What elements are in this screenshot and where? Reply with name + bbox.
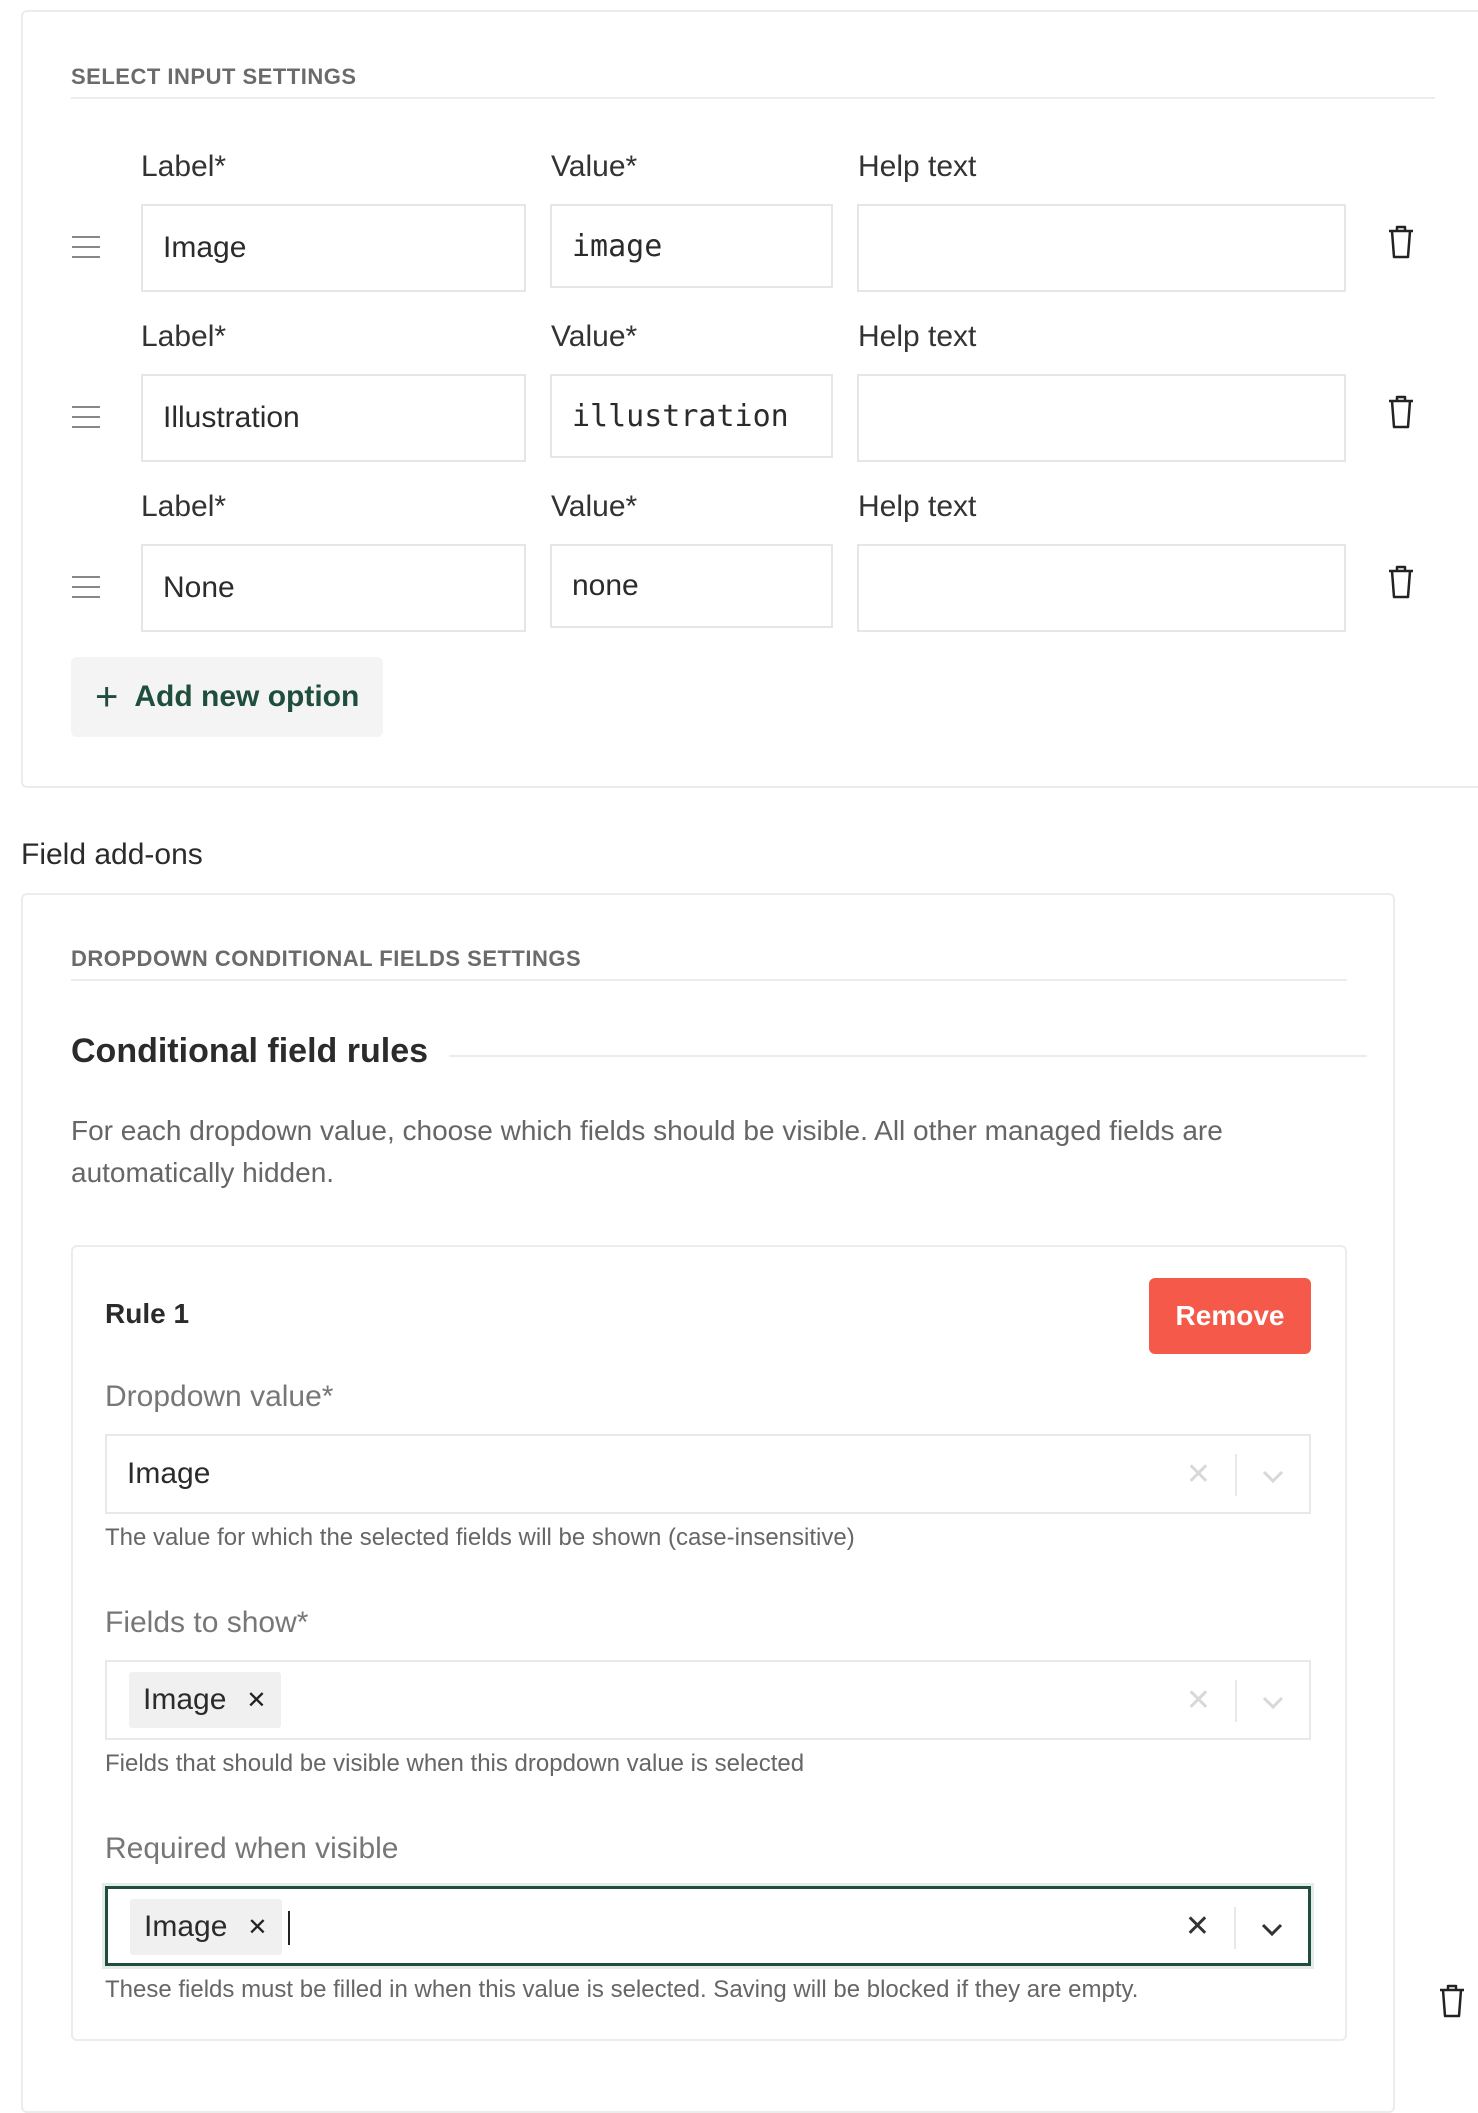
- fields-to-show-help: Fields that should be visible when this dropdown value is selected: [105, 1750, 805, 1777]
- section-divider: [71, 97, 1435, 99]
- select-separator: [1234, 1907, 1236, 1949]
- add-new-option-button[interactable]: + Add new option: [71, 657, 383, 737]
- option-help-input[interactable]: [857, 544, 1346, 632]
- option-label-input[interactable]: Image: [141, 204, 526, 292]
- help-column-header: Help text: [858, 150, 977, 183]
- clear-icon[interactable]: ✕: [1185, 1683, 1211, 1717]
- dropdown-conditional-heading: DROPDOWN CONDITIONAL FIELDS SETTINGS: [71, 946, 582, 971]
- trash-icon[interactable]: [1387, 395, 1415, 429]
- select-separator: [1235, 1454, 1237, 1496]
- value-column-header: Value*: [551, 320, 638, 353]
- fields-to-show-label: Fields to show*: [105, 1606, 309, 1639]
- select-separator: [1235, 1680, 1237, 1722]
- text-caret: [288, 1911, 290, 1945]
- option-value-input[interactable]: none: [550, 544, 833, 628]
- required-when-visible-select[interactable]: [105, 1886, 1311, 1966]
- select-input-settings-heading: SELECT INPUT SETTINGS: [71, 64, 357, 89]
- chip-remove-icon[interactable]: ✕: [246, 1686, 267, 1714]
- plus-icon: +: [95, 675, 119, 719]
- conditional-rules-title: Conditional field rules: [71, 1032, 429, 1070]
- required-when-visible-help: These fields must be filled in when this value is selected. Saving will be blocked if they are empty.: [105, 1976, 1139, 2003]
- option-value-input[interactable]: illustration: [550, 374, 833, 458]
- dropdown-value-help: The value for which the selected fields will be shown (case-insensitive): [105, 1524, 855, 1551]
- drag-handle-icon[interactable]: [72, 236, 100, 258]
- fields-to-show-select[interactable]: [105, 1660, 1311, 1740]
- chip-remove-icon[interactable]: ✕: [247, 1913, 268, 1941]
- trash-icon[interactable]: [1387, 565, 1415, 599]
- trash-icon[interactable]: [1438, 1984, 1466, 2018]
- chevron-down-icon[interactable]: [1261, 1464, 1285, 1488]
- option-label-input[interactable]: Illustration: [141, 374, 526, 462]
- conditional-rules-description: For each dropdown value, choose which fields should be visible. All other managed fields are automatically hidden.: [71, 1115, 1223, 1188]
- drag-handle-icon[interactable]: [72, 406, 100, 428]
- dropdown-value-select[interactable]: Image ✕: [105, 1434, 1311, 1514]
- remove-rule-button[interactable]: Remove: [1149, 1278, 1311, 1354]
- rule-title: Rule 1: [105, 1298, 190, 1329]
- help-column-header: Help text: [858, 490, 977, 523]
- dropdown-value-label: Dropdown value*: [105, 1380, 334, 1413]
- label-column-header: Label*: [141, 490, 227, 523]
- clear-icon[interactable]: ✕: [1185, 1457, 1211, 1491]
- label-column-header: Label*: [141, 320, 227, 353]
- help-column-header: Help text: [858, 320, 977, 353]
- trash-icon[interactable]: [1387, 225, 1415, 259]
- field-addons-title: Field add-ons: [21, 838, 203, 871]
- option-label-input[interactable]: None: [141, 544, 526, 632]
- chevron-down-icon[interactable]: [1260, 1917, 1284, 1941]
- option-value-input[interactable]: image: [550, 204, 833, 288]
- section-divider: [71, 979, 1347, 981]
- clear-icon[interactable]: ✕: [1184, 1909, 1210, 1943]
- label-column-header: Label*: [141, 150, 227, 183]
- drag-handle-icon[interactable]: [72, 576, 100, 598]
- value-column-header: Value*: [551, 150, 638, 183]
- selected-chip: Image ✕: [130, 1899, 282, 1955]
- required-when-visible-label: Required when visible: [105, 1832, 399, 1865]
- option-help-input[interactable]: [857, 374, 1346, 462]
- title-divider: [449, 1055, 1367, 1057]
- value-column-header: Value*: [551, 490, 638, 523]
- chevron-down-icon[interactable]: [1261, 1690, 1285, 1714]
- option-help-input[interactable]: [857, 204, 1346, 292]
- selected-chip: Image ✕: [129, 1672, 281, 1728]
